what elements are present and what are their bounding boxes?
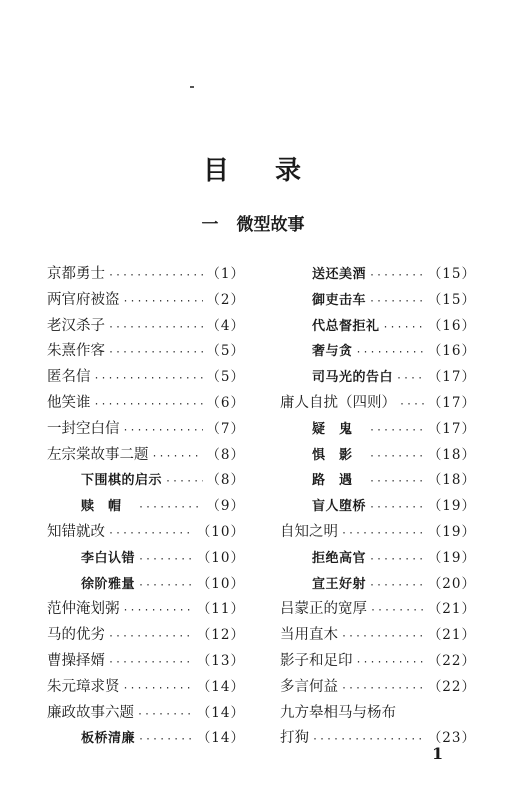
leader-dots [138, 547, 194, 573]
toc-entry-page: （8） [206, 446, 245, 463]
page-number: 1 [432, 744, 444, 763]
toc-entry-page: （10） [196, 575, 245, 592]
toc-entry-page: （16） [427, 317, 476, 334]
toc-entry-page: （14） [196, 704, 245, 721]
leader-dots [341, 624, 425, 650]
leader-dots [94, 392, 204, 418]
leader-dots [152, 444, 204, 470]
leader-dots [138, 573, 194, 599]
toc-entry[interactable] [47, 649, 245, 675]
leader-dots [108, 340, 203, 366]
section-name: 微型故事 [236, 215, 305, 235]
leader-dots [383, 315, 425, 341]
leader-dots [137, 702, 194, 728]
toc-entry[interactable] [280, 623, 476, 649]
toc-entry-title: 朱熹作客 [47, 343, 105, 360]
toc-entry[interactable] [47, 314, 245, 340]
toc-entry-title: 自知之明 [280, 523, 338, 540]
toc-entry-page: （6） [206, 394, 245, 411]
toc-entry-page: （5） [206, 369, 245, 386]
leader-dots [369, 469, 425, 495]
toc-subentry[interactable] [280, 339, 476, 365]
toc-entry-page: （18） [427, 472, 476, 489]
toc-entry-page: （10） [196, 549, 245, 566]
toc-entry[interactable] [47, 339, 245, 365]
toc-entry-title: 宣王好射 [312, 576, 367, 592]
toc-entry-page: （1） [206, 266, 245, 282]
toc-entry[interactable] [280, 649, 476, 675]
toc-entry[interactable] [280, 675, 476, 701]
leader-dots [369, 444, 425, 470]
toc-entry-title: 马的优劣 [47, 627, 105, 644]
leader-dots [370, 598, 425, 624]
toc-subentry[interactable] [280, 314, 476, 340]
toc-entry[interactable] [280, 520, 476, 546]
toc-entry-page: （23） [427, 730, 476, 747]
leader-dots [123, 676, 194, 702]
toc-entry[interactable] [47, 623, 245, 649]
toc-entry-title: 送还美酒 [312, 267, 367, 282]
toc-subentry[interactable] [47, 468, 245, 494]
toc-entry-page: （8） [206, 472, 245, 489]
toc-entry-title: 范仲淹划粥 [47, 601, 120, 618]
toc-entry-title: 徐阶雅量 [81, 576, 136, 592]
leader-dots [108, 263, 203, 289]
toc-entry[interactable] [47, 443, 245, 469]
leader-dots [108, 521, 194, 547]
leader-dots [341, 521, 425, 547]
toc-left-column [47, 262, 245, 752]
leader-dots [356, 340, 425, 366]
toc-entry-page: （15） [427, 266, 476, 282]
toc-entry-title: 廉政故事六题 [47, 704, 134, 721]
toc-entry-title: 左宗棠故事二题 [47, 446, 149, 463]
leader-dots [123, 289, 204, 315]
toc-entry-page: （15） [427, 291, 476, 308]
leader-dots [108, 315, 203, 341]
toc-entry-page: （19） [427, 549, 476, 566]
leader-dots [369, 289, 425, 315]
toc-subentry[interactable] [280, 443, 476, 469]
toc-entry-title: 曹操择婿 [47, 652, 105, 669]
toc-entry-title: 九方皋相马与杨布 [280, 704, 396, 721]
toc-entry-title: 一封空白信 [47, 420, 120, 437]
toc-entry[interactable] [47, 701, 245, 727]
toc-entry-page: （16） [427, 343, 476, 360]
leader-dots [123, 598, 194, 624]
toc-entry[interactable] [47, 365, 245, 391]
toc-entry-title: 打狗 [280, 730, 309, 747]
leader-dots [312, 727, 425, 753]
leader-dots [369, 495, 425, 521]
toc-right-column [280, 262, 476, 752]
toc-subentry[interactable] [280, 365, 476, 391]
leader-dots [108, 624, 194, 650]
toc-entry-page: （22） [427, 678, 476, 695]
toc-entry-page: （2） [206, 291, 245, 308]
toc-entry-title: 匿名信 [47, 369, 91, 386]
toc-subentry[interactable] [47, 546, 245, 572]
toc-entry-page: （13） [196, 652, 245, 669]
leader-dots [369, 418, 425, 444]
toc-entry-title: 惧影 [312, 447, 367, 463]
toc-entry-continuation[interactable] [280, 726, 476, 752]
leader-dots [341, 676, 425, 702]
toc-entry-title: 代总督拒礼 [312, 318, 380, 334]
leader-dots [138, 727, 194, 753]
toc-subentry[interactable] [280, 572, 476, 598]
toc-entry-title: 京都勇士 [47, 266, 105, 282]
toc-entry[interactable] [47, 520, 245, 546]
leader-dots [165, 469, 203, 495]
toc-entry-title: 影子和足印 [280, 652, 353, 669]
title-char-1: 目 [202, 156, 231, 186]
toc-subentry[interactable] [280, 417, 476, 443]
toc-entry-title: 拒绝高官 [312, 550, 367, 566]
toc-subentry[interactable] [280, 546, 476, 572]
toc-entry-page: （11） [196, 601, 245, 618]
toc-entry-page: （19） [427, 523, 476, 540]
toc-subentry[interactable] [280, 468, 476, 494]
page-title [0, 150, 506, 187]
toc-entry-page: （7） [206, 420, 245, 437]
toc-entry-title: 庸人自扰（四则） [280, 394, 396, 411]
toc-entry-page: （10） [196, 523, 245, 540]
toc-entry-title: 赎帽 [81, 499, 136, 515]
toc-subentry[interactable] [47, 494, 245, 520]
toc-entry-title: 多言何益 [280, 678, 338, 695]
toc-entry-page: （17） [427, 369, 476, 386]
leader-dots [356, 650, 425, 676]
toc-entry-page: （21） [427, 627, 476, 644]
toc-entry-title: 老汉杀子 [47, 317, 105, 334]
toc-entry-page: （14） [196, 730, 245, 747]
toc-entry-page: （19） [427, 498, 476, 515]
toc-entry-title: 路遇 [312, 473, 367, 489]
toc-entry-title: 他笑谁 [47, 394, 91, 411]
toc-entry-title: 盲人堕桥 [312, 499, 367, 515]
leader-dots [123, 418, 204, 444]
toc-entry-page: （17） [427, 420, 476, 437]
toc-entry[interactable] [47, 417, 245, 443]
toc-entry[interactable] [47, 597, 245, 623]
toc-entry-page: （12） [196, 627, 245, 644]
toc-entry-page: （9） [206, 498, 245, 515]
toc-entry-page: （4） [206, 317, 245, 334]
leader-dots [369, 263, 425, 289]
toc-entry-title: 司马光的告白 [312, 370, 394, 386]
leader-dots [396, 366, 425, 392]
toc-entry[interactable] [47, 391, 245, 417]
toc-entry-title: 御吏击车 [312, 292, 367, 308]
stray-ink-mark [190, 86, 194, 88]
leader-dots [138, 495, 203, 521]
toc-entry-title: 朱元璋求贤 [47, 678, 120, 695]
leader-dots [399, 392, 425, 418]
toc-entry-title: 当用直木 [280, 627, 338, 644]
toc-entry-page: （14） [196, 678, 245, 695]
toc-subentry[interactable] [47, 572, 245, 598]
section-heading [0, 210, 506, 235]
toc-subentry[interactable] [280, 494, 476, 520]
toc-entry-title: 两官府被盗 [47, 291, 120, 308]
toc-entry[interactable] [280, 701, 476, 727]
leader-dots [369, 573, 425, 599]
toc-entry[interactable] [47, 675, 245, 701]
toc-subentry[interactable] [280, 288, 476, 314]
toc-entry[interactable] [47, 262, 245, 288]
toc-entry-page: （20） [427, 575, 476, 592]
toc-entry-page: （18） [427, 446, 476, 463]
leader-dots [369, 547, 425, 573]
toc-entry[interactable] [280, 597, 476, 623]
leader-dots [94, 366, 204, 392]
toc-entry-title: 奢与贪 [312, 344, 353, 360]
toc-entry[interactable] [280, 391, 476, 417]
title-char-2: 录 [275, 156, 304, 186]
toc-entry-title: 吕蒙正的宽厚 [280, 601, 367, 618]
leader-dots [108, 650, 194, 676]
toc-entry-title: 下围棋的启示 [81, 473, 163, 489]
toc-entry-page: （17） [427, 394, 476, 411]
toc-subentry[interactable] [47, 726, 245, 752]
toc-entry-title: 疑鬼 [312, 421, 367, 437]
toc-entry-page: （21） [427, 601, 476, 618]
toc-entry[interactable] [47, 288, 245, 314]
toc-entry-page: （5） [206, 343, 245, 360]
section-number: 一 [201, 215, 219, 235]
toc-entry-page: （22） [427, 652, 476, 669]
toc-entry-title: 李白认错 [81, 550, 136, 566]
toc-subentry[interactable] [280, 262, 476, 288]
toc-entry-title: 板桥清廉 [81, 731, 136, 747]
toc-entry-title: 知错就改 [47, 523, 105, 540]
